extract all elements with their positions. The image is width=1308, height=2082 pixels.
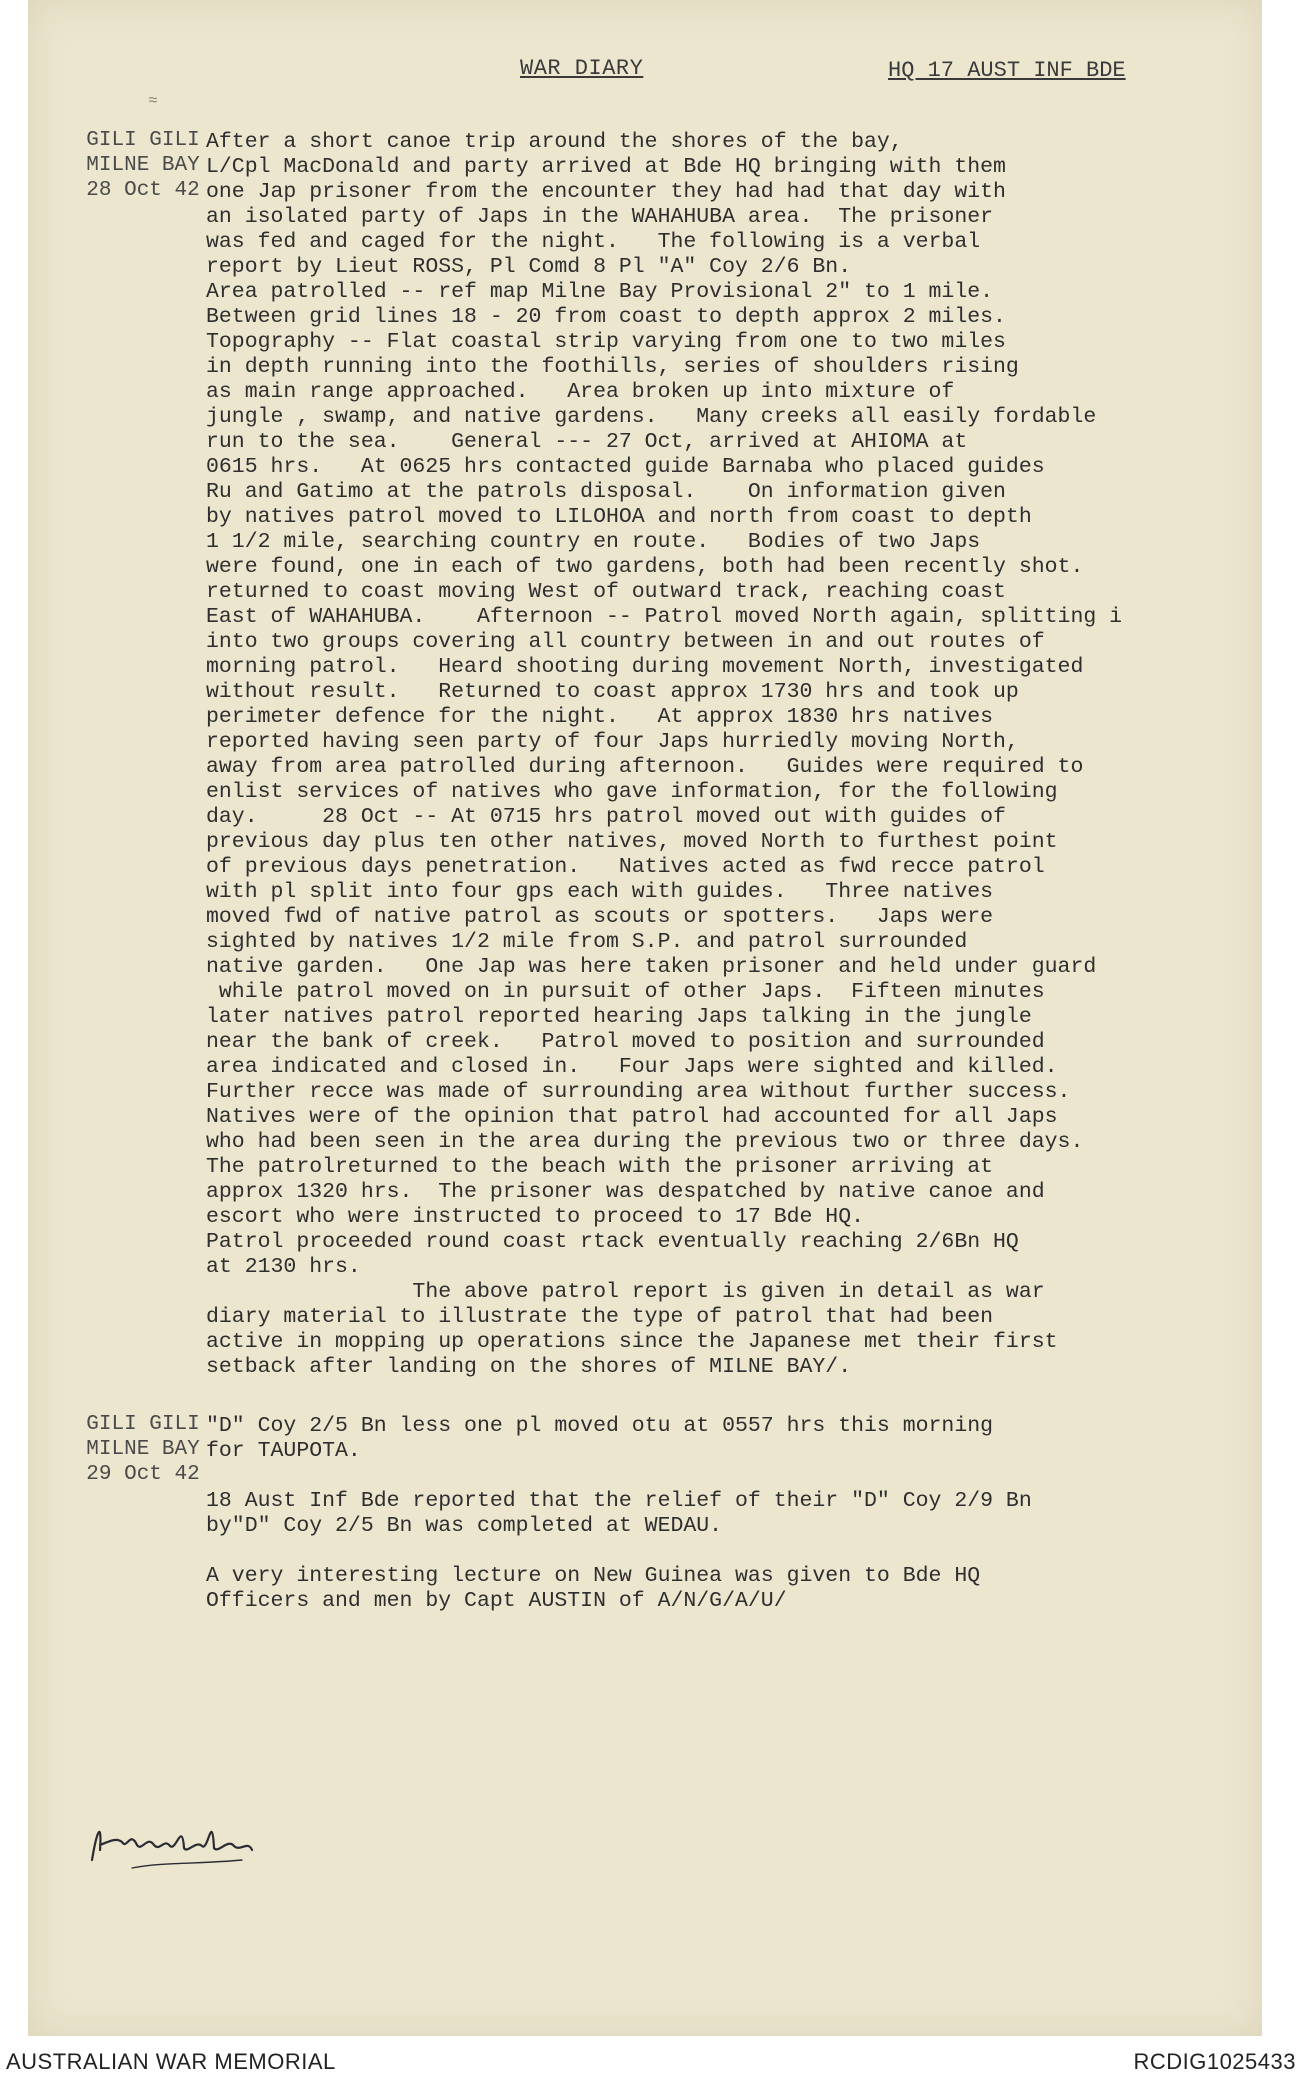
entry-line: enlist services of natives who gave information, for the following [206, 780, 1058, 804]
entry-line: returned to coast moving West of outward track, reaching coast [206, 580, 1006, 604]
entry-line: perimeter defence for the night. At approx 1830 hrs natives [206, 705, 994, 729]
page-title: WAR DIARY [520, 56, 644, 81]
entry-line: Area patrolled -- ref map Milne Bay Provisional 2" to 1 mile. [206, 280, 994, 304]
entry-line: 18 Aust Inf Bde reported that the relief of their "D" Coy 2/9 Bn [206, 1489, 1032, 1513]
entry-text [206, 1414, 1256, 1614]
entry-line: one Jap prisoner from the encounter they had had that day with [206, 180, 1006, 204]
signature [72, 1790, 292, 1880]
entry-line: East of WAHAHUBA. Afternoon -- Patrol moved North again, splitting i [206, 605, 1123, 629]
archive-name: AUSTRALIAN WAR MEMORIAL [6, 2049, 336, 2074]
entry-line [206, 1464, 1256, 1489]
entry-line: L/Cpl MacDonald and party arrived at Bde HQ bringing with them [206, 155, 1006, 179]
entry-date: 28 Oct 42 [86, 179, 200, 202]
entry-line: with pl split into four gps each with guides. Three natives [206, 880, 994, 904]
entry-line: sighted by natives 1/2 mile from S.P. and patrol surrounded [206, 930, 968, 954]
entry-line: approx 1320 hrs. The prisoner was despatched by native canoe and [206, 1180, 1045, 1204]
entry-line: Officers and men by Capt AUSTIN of A/N/G/A/U/ [206, 1589, 787, 1613]
entry-line: 1 1/2 mile, searching country en route. Bodies of two Japs [206, 530, 981, 554]
entry-line: diary material to illustrate the type of patrol that had been [206, 1305, 994, 1329]
entry-line: by natives patrol moved to LILOHOA and north from coast to depth [206, 505, 1032, 529]
entry-line: near the bank of creek. Patrol moved to position and surrounded [206, 1030, 1045, 1054]
entry-line: into two groups covering all country between in and out routes of [206, 630, 1045, 654]
entry-line: an isolated party of Japs in the WAHAHUBA area. The prisoner [206, 205, 994, 229]
entry-line: The above patrol report is given in detail as war [206, 1280, 1045, 1304]
entry-line: A very interesting lecture on New Guinea was given to Bde HQ [206, 1564, 981, 1588]
entry-line: previous day plus ten other natives, moved North to furthest point [206, 830, 1058, 854]
entry-line: Further recce was made of surrounding area without further success. [206, 1080, 1071, 1104]
entry-line: 0615 hrs. At 0625 hrs contacted guide Barnaba who placed guides [206, 455, 1045, 479]
archive-reference: RCDIG1025433 [1133, 2049, 1296, 2074]
entry-date: 29 Oct 42 [86, 1463, 200, 1486]
entry-line: active in mopping up operations since the Japanese met their first [206, 1330, 1058, 1354]
entry-line: escort who were instructed to proceed to 17 Bde HQ. [206, 1205, 865, 1229]
entry-area: MILNE BAY [86, 1438, 200, 1461]
entry-line [206, 1539, 1256, 1564]
entry-line: moved fwd of native patrol as scouts or spotters. Japs were [206, 905, 994, 929]
entry-line: of previous days penetration. Natives acted as fwd recce patrol [206, 855, 1045, 879]
entry-line: Natives were of the opinion that patrol had accounted for all Japs [206, 1105, 1058, 1129]
unit-heading: HQ 17 AUST INF BDE [888, 58, 1126, 83]
entry-line: run to the sea. General --- 27 Oct, arrived at AHIOMA at [206, 430, 968, 454]
entry-line: day. 28 Oct -- At 0715 hrs patrol moved out with guides of [206, 805, 1006, 829]
entry-area: MILNE BAY [86, 154, 200, 177]
entry-location: GILI GILI [86, 129, 200, 152]
entry-line: in depth running into the foothills, series of shoulders rising [206, 355, 1019, 379]
entry-line: area indicated and closed in. Four Japs were sighted and killed. [206, 1055, 1058, 1079]
entry-line: away from area patrolled during afternoon. Guides were required to [206, 755, 1084, 779]
entry-line: were found, one in each of two gardens, both had been recently shot. [206, 555, 1084, 579]
entry-text [206, 130, 1256, 1380]
entry-line: "D" Coy 2/5 Bn less one pl moved otu at 0557 hrs this morning [206, 1414, 994, 1438]
entry-line: setback after landing on the shores of MILNE BAY/. [206, 1355, 852, 1379]
entry-line: as main range approached. Area broken up into mixture of [206, 380, 955, 404]
entry-line: who had been seen in the area during the previous two or three days. [206, 1130, 1084, 1154]
entry-line: Topography -- Flat coastal strip varying from one to two miles [206, 330, 1006, 354]
entry-line: at 2130 hrs. [206, 1255, 361, 1279]
entry-line: Ru and Gatimo at the patrols disposal. On information given [206, 480, 1006, 504]
entry-line: The patrolreturned to the beach with the prisoner arriving at [206, 1155, 994, 1179]
entry-line: reported having seen party of four Japs hurriedly moving North, [206, 730, 1019, 754]
entry-line: later natives patrol reported hearing Japs talking in the jungle [206, 1005, 1032, 1029]
entry-line: native garden. One Jap was here taken prisoner and held under guard [206, 955, 1097, 979]
entry-place-date [58, 1412, 228, 1487]
entry-location: GILI GILI [86, 1413, 200, 1436]
entry-line: by"D" Coy 2/5 Bn was completed at WEDAU. [206, 1514, 723, 1538]
entry-line: for TAUPOTA. [206, 1439, 361, 1463]
entry-line: without result. Returned to coast approx 1730 hrs and took up [206, 680, 1019, 704]
stamp-mark-icon: ≈ [148, 92, 158, 110]
entry-line: morning patrol. Heard shooting during movement North, investigated [206, 655, 1084, 679]
entry-line: while patrol moved on in pursuit of other Japs. Fifteen minutes [206, 980, 1045, 1004]
diary-page [28, 0, 1262, 2036]
entry-line: Between grid lines 18 - 20 from coast to depth approx 2 miles. [206, 305, 1006, 329]
entry-line: jungle , swamp, and native gardens. Many creeks all easily fordable [206, 405, 1097, 429]
entry-place-date [58, 128, 228, 203]
entry-line: Patrol proceeded round coast rtack eventually reaching 2/6Bn HQ [206, 1230, 1019, 1254]
entry-line: After a short canoe trip around the shores of the bay, [206, 130, 903, 154]
entry-line: was fed and caged for the night. The following is a verbal [206, 230, 981, 254]
entry-line: report by Lieut ROSS, Pl Comd 8 Pl "A" Coy 2/6 Bn. [206, 255, 852, 279]
